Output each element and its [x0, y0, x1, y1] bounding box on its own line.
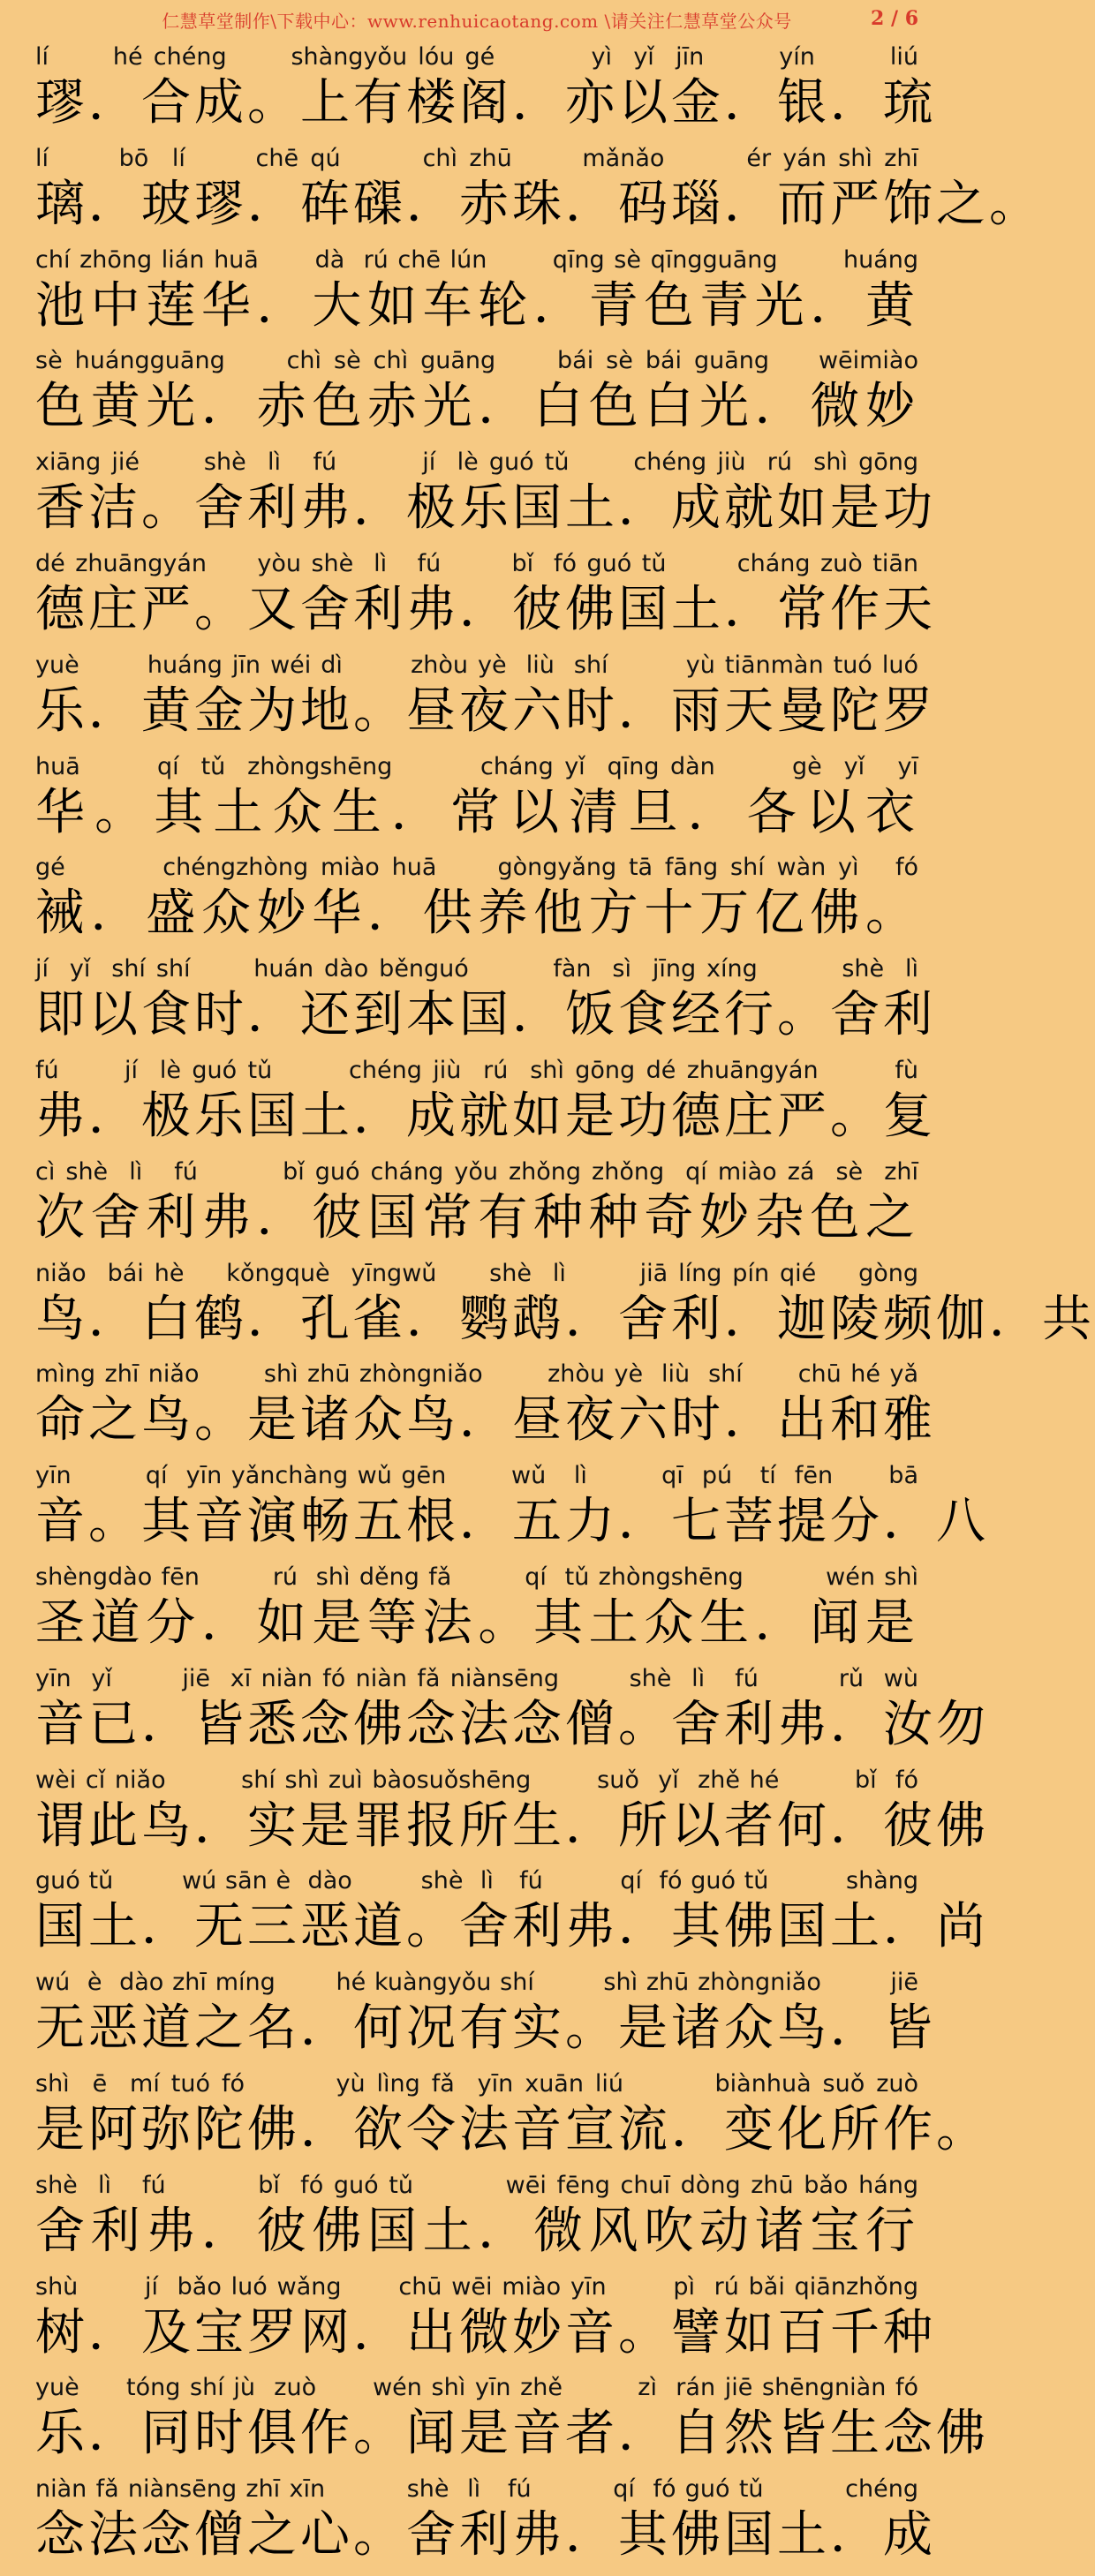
- hanzi-row: 乐．同时俱作。闻是音者．自然皆生念佛: [35, 2405, 989, 2463]
- text-line: [35, 1968, 936, 2069]
- pinyin-row: yuè tóng shí jù zuò wén shì yīn zhě zì rán jiē shēngniàn fó: [35, 2374, 918, 2402]
- page-header: [0, 0, 954, 35]
- text-line: [35, 549, 936, 651]
- text-line: [35, 2171, 918, 2272]
- text-line: [35, 2069, 989, 2171]
- pinyin-row: mìng zhī niǎo shì zhū zhòngniǎo zhòu yè liù shí chū hé yǎ: [35, 1360, 918, 1389]
- text-line: [35, 245, 918, 347]
- text-line: [35, 448, 936, 549]
- hanzi-row: 香洁。舍利弗．极乐国土．成就如是功: [35, 479, 936, 538]
- pinyin-row: huā qí tǔ zhòngshēng cháng yǐ qīng dàn gè yǐ yī: [35, 752, 918, 780]
- hanzi-row: 无恶道之名．何况有实。是诸众鸟．皆: [35, 2000, 936, 2058]
- hanzi-row: 璃．玻璆．砗磲．赤珠．码瑙．而严饰之。: [35, 175, 1042, 233]
- text-line: [35, 144, 1042, 245]
- pinyin-row: shù jí bǎo luó wǎng chū wēi miào yīn pì rú bǎi qiānzhǒng: [35, 2272, 918, 2301]
- pinyin-row: sè huángguāng chì sè chì guāng bái sè bái guāng wēimiào: [35, 347, 918, 375]
- hanzi-row: 德庄严。又舍利弗．彼佛国土．常作天: [35, 580, 936, 638]
- hanzi-row: 圣道分．如是等法。其土众生．闻是: [35, 1593, 918, 1652]
- pinyin-row: guó tǔ wú sān è dào shè lì fú qí fó guó tǔ shàng: [35, 1867, 918, 1895]
- hanzi-row: 国土．无三恶道。舍利弗．其佛国土．尚: [35, 1898, 989, 1956]
- hanzi-row: 池中莲华．大如车轮．青色青光．黄: [35, 276, 918, 335]
- pinyin-row: lí hé chéng shàngyǒu lóu gé yì yǐ jīn yín liú: [35, 43, 918, 71]
- pinyin-row: dé zhuāngyán yòu shè lì fú bǐ fó guó tǔ cháng zuò tiān: [35, 549, 918, 577]
- hanzi-row: 鸟．白鹤．孔雀．鹦鹉．舍利．迦陵频伽．共: [35, 1290, 1095, 1348]
- text-line: [35, 346, 918, 448]
- pinyin-row: fú jí lè guó tǔ chéng jiù rú shì gōng dé zhuāngyán fù: [35, 1056, 918, 1084]
- pinyin-row: shì ē mí tuó fó yù lìng fǎ yīn xuān liú biànhuà suǒ zuò: [35, 2069, 918, 2098]
- text-line: [35, 1157, 918, 1259]
- header-banner-text: 仁慧草堂制作\下载中心：www.renhuicaotang.com \请关注仁慧草堂公众号: [162, 11, 792, 32]
- hanzi-row: 音。其音演畅五根．五力．七菩提分．八: [35, 1493, 989, 1551]
- pinyin-row: yīn yǐ jiē xī niàn fó niàn fǎ niànsēng shè lì fú rǔ wù: [35, 1664, 918, 1692]
- hanzi-row: 璆．合成。上有楼阁．亦以金．银．琉: [35, 74, 936, 132]
- text-line: [35, 1461, 989, 1563]
- hanzi-row: 命之鸟。是诸众鸟．昼夜六时．出和雅: [35, 1391, 936, 1450]
- text-line: [35, 1259, 1095, 1360]
- hanzi-row: 谓此鸟．实是罪报所生．所以者何．彼佛: [35, 1796, 989, 1855]
- hanzi-row: 华。其土众生．常以清旦．各以衣: [35, 783, 918, 841]
- hanzi-row: 乐．黄金为地。昼夜六时．雨天曼陀罗: [35, 682, 936, 740]
- text-line: [35, 752, 918, 854]
- hanzi-row: 念法念僧之心。舍利弗．其佛国土．成: [35, 2506, 936, 2565]
- pinyin-row: cì shè lì fú bǐ guó cháng yǒu zhǒng zhǒng qí miào zá sè zhī: [35, 1157, 918, 1186]
- text-line: [35, 1766, 989, 1867]
- pinyin-row: niǎo bái hè kǒngquè yīngwǔ shè lì jiā líng pín qié gòng: [35, 1259, 918, 1287]
- hanzi-row: 音已．皆悉念佛念法念僧。舍利弗．汝勿: [35, 1695, 989, 1753]
- pinyin-row: wú è dào zhī míng hé kuàngyǒu shí shì zhū zhòngniǎo jiē: [35, 1969, 918, 1997]
- hanzi-row: 色黄光．赤色赤光．白色白光．微妙: [35, 378, 918, 436]
- sutra-text-body: [35, 42, 1095, 2576]
- pinyin-row: xiāng jié shè lì fú jí lè guó tǔ chéng jiù rú shì gōng: [35, 448, 918, 477]
- hanzi-row: 弗．极乐国土．成就如是功德庄严。复: [35, 1087, 936, 1145]
- text-line: [35, 42, 936, 144]
- text-line: [35, 954, 936, 1056]
- pinyin-row: jí yǐ shí shí huán dào běnguó fàn sì jīng xíng shè lì: [35, 955, 918, 983]
- pinyin-row: gé chéngzhòng miào huā gòngyǎng tā fāng shí wàn yì fó: [35, 854, 918, 882]
- text-line: [35, 2373, 989, 2474]
- pinyin-row: shèngdào fēn rú shì děng fǎ qí tǔ zhòngshēng wén shì: [35, 1563, 918, 1591]
- pinyin-row: chí zhōng lián huā dà rú chē lún qīng sè qīngguāng huáng: [35, 245, 918, 274]
- page-number: 2 / 6: [871, 7, 918, 30]
- pinyin-row: shè lì fú bǐ fó guó tǔ wēi fēng chuī dòng zhū bǎo háng: [35, 2171, 918, 2199]
- pinyin-row: wèi cǐ niǎo shí shì zuì bàosuǒshēng suǒ yǐ zhě hé bǐ fó: [35, 1766, 918, 1794]
- pinyin-row: lí bō lí chē qú chì zhū mǎnǎo ér yán shì zhī: [35, 144, 918, 172]
- text-line: [35, 2272, 936, 2374]
- pinyin-row: yuè huáng jīn wéi dì zhòu yè liù shí yù tiānmàn tuó luó: [35, 651, 918, 679]
- text-line: [35, 1664, 989, 1766]
- text-line: [35, 1056, 936, 1157]
- text-line: [35, 651, 936, 752]
- hanzi-row: 是阿弥陀佛．欲令法音宣流．变化所作。: [35, 2100, 989, 2158]
- hanzi-row: 舍利弗．彼佛国土．微风吹动诸宝行: [35, 2202, 918, 2260]
- hanzi-row: 裓．盛众妙华．供养他方十万亿佛。: [35, 885, 918, 943]
- text-line: [35, 1360, 936, 1461]
- text-line: [35, 853, 918, 954]
- hanzi-row: 即以食时．还到本国．饭食经行。舍利: [35, 986, 936, 1044]
- text-line: [35, 2474, 936, 2576]
- hanzi-row: 次舍利弗．彼国常有种种奇妙杂色之: [35, 1188, 918, 1247]
- text-line: [35, 1866, 989, 1968]
- pinyin-row: niàn fǎ niànsēng zhī xīn shè lì fú qí fó guó tǔ chéng: [35, 2475, 918, 2504]
- text-line: [35, 1563, 918, 1664]
- pinyin-row: yīn qí yīn yǎnchàng wǔ gēn wǔ lì qī pú tí fēn bā: [35, 1462, 918, 1490]
- hanzi-row: 树．及宝罗网．出微妙音。譬如百千种: [35, 2303, 936, 2361]
